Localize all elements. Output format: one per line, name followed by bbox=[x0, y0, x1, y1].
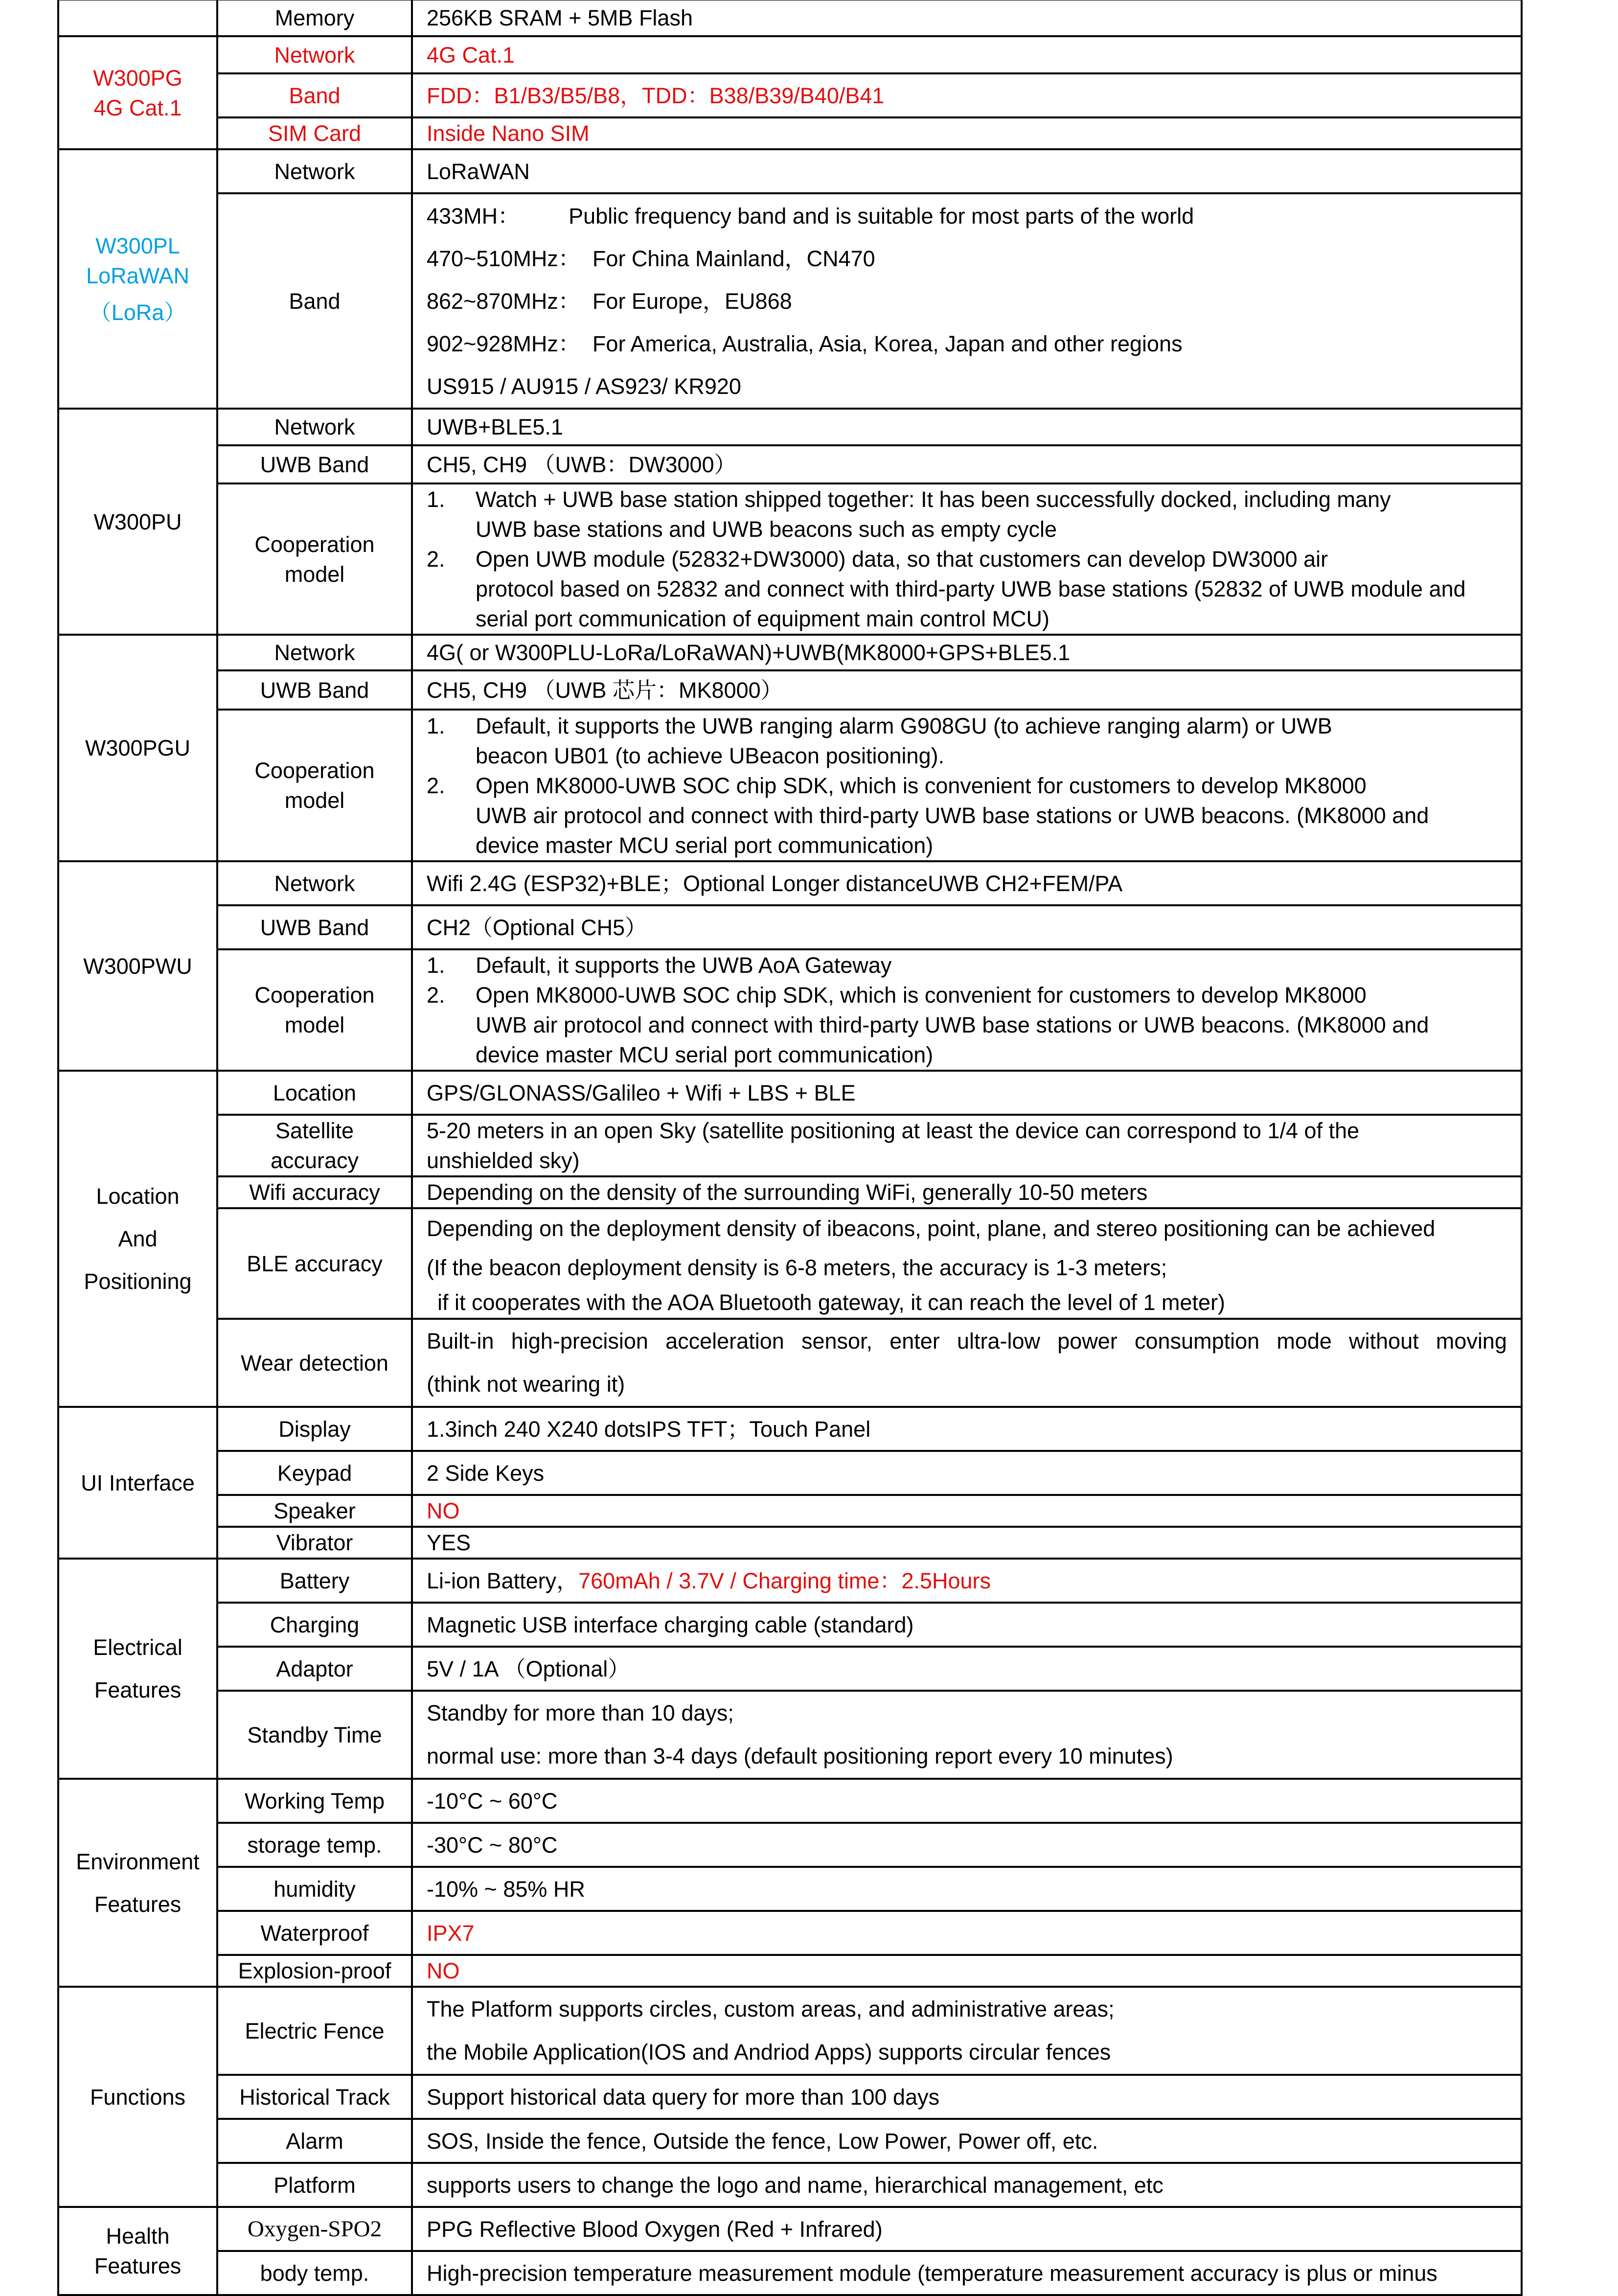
field-label: Oxygen-SPO2 bbox=[217, 2207, 412, 2251]
table-row bbox=[58, 1115, 1522, 1176]
field-label: Platform bbox=[217, 2163, 412, 2207]
table-row bbox=[58, 1559, 1522, 1603]
table-row bbox=[58, 483, 1522, 635]
field-label: UWB Band bbox=[217, 445, 412, 483]
table-row bbox=[58, 445, 1522, 483]
table-row bbox=[58, 117, 1522, 149]
group-environment-features: Environment Features bbox=[58, 1779, 217, 1987]
field-value: supports users to change the logo and name, hierarchical management, etc bbox=[412, 2163, 1522, 2207]
table-row bbox=[58, 1319, 1522, 1407]
list-item: 2. Open MK8000-UWB SOC chip SDK, which is convenient for customers to develop MK8000 UWB air protocol and connect with third-party UWB base stations or UWB beacons. (MK8000 and device master MCU serial port communication) bbox=[427, 773, 1429, 858]
table-row bbox=[58, 1647, 1522, 1691]
field-label: Network bbox=[217, 861, 412, 905]
field-value: 4G( or W300PLU-LoRa/LoRaWAN)+UWB(MK8000+GPS+BLE5.1 bbox=[412, 635, 1522, 670]
table-row bbox=[58, 1867, 1522, 1911]
table-row bbox=[58, 635, 1522, 670]
field-value: Li-ion Battery，760mAh / 3.7V / Charging time：2.5Hours bbox=[412, 1559, 1522, 1603]
field-value: UWB+BLE5.1 bbox=[412, 409, 1522, 445]
field-value: SOS, Inside the fence, Outside the fence, Low Power, Power off, etc. bbox=[412, 2119, 1522, 2163]
field-value: Depending on the deployment density of ibeacons, point, plane, and stereo positioning can be achieved (If the beacon deployment density is 6-8 meters, the accuracy is 1-3 meters; if it cooperates with the AOA Bluetooth gateway, it can reach the level of 1 meter) bbox=[412, 1208, 1522, 1319]
field-value: Depending on the density of the surrounding WiFi, generally 10-50 meters bbox=[412, 1176, 1522, 1208]
group-w300pl: W300PL LoRaWAN （LoRa） bbox=[58, 149, 217, 409]
table-row bbox=[58, 2163, 1522, 2207]
field-label: Cooperation model bbox=[217, 710, 412, 861]
field-label: Satellite accuracy bbox=[217, 1115, 412, 1176]
table-row bbox=[58, 73, 1522, 117]
group-cell bbox=[58, 0, 217, 36]
table-row bbox=[58, 1451, 1522, 1495]
field-value: The Platform supports circles, custom areas, and administrative areas; the Mobile Application(IOS and Andriod Apps) supports circular fences bbox=[412, 1987, 1522, 2075]
field-value: CH2（Optional CH5） bbox=[412, 905, 1522, 949]
table-row bbox=[58, 1691, 1522, 1779]
field-label: Waterproof bbox=[217, 1911, 412, 1955]
group-ui-interface: UI Interface bbox=[58, 1407, 217, 1559]
list-item: 2. Open UWB module (52832+DW3000) data, so that customers can develop DW3000 air protocol based on 52832 and connect with third-party UWB base stations (52832 of UWB module and serial port communication of equipment main control MCU) bbox=[427, 547, 1466, 631]
table-row bbox=[58, 1495, 1522, 1527]
group-health-features: Health Features bbox=[58, 2207, 217, 2295]
field-label: Cooperation model bbox=[217, 483, 412, 635]
table-row bbox=[58, 670, 1522, 710]
field-value: 1.3inch 240 X240 dotsIPS TFT；Touch Panel bbox=[412, 1407, 1522, 1451]
field-value: Standby for more than 10 days; normal use: more than 3-4 days (default positioning report every 10 minutes) bbox=[412, 1691, 1522, 1779]
list-item: 1. Watch + UWB base station shipped together: It has been successfully docked, including many UWB base stations and UWB beacons such as empty cycle bbox=[427, 487, 1391, 542]
table-row bbox=[58, 1603, 1522, 1647]
table-row bbox=[58, 2207, 1522, 2251]
table-row bbox=[58, 905, 1522, 949]
field-value: Inside Nano SIM bbox=[412, 117, 1522, 149]
table-row bbox=[58, 861, 1522, 905]
field-value: 4G Cat.1 bbox=[412, 36, 1522, 73]
field-label: Network bbox=[217, 635, 412, 670]
field-label: Electric Fence bbox=[217, 1987, 412, 2075]
field-label: Network bbox=[217, 36, 412, 73]
table-row bbox=[58, 409, 1522, 445]
field-value: High-precision temperature measurement module (temperature measurement accuracy is plus or minus bbox=[412, 2251, 1522, 2295]
field-value: 5V / 1A （Optional） bbox=[412, 1647, 1522, 1691]
group-functions: Functions bbox=[58, 1987, 217, 2207]
table-row bbox=[58, 1779, 1522, 1823]
table-row bbox=[58, 1208, 1522, 1319]
field-label: Band bbox=[217, 193, 412, 409]
table-row bbox=[58, 2075, 1522, 2119]
table-row bbox=[58, 2119, 1522, 2163]
field-value: PPG Reflective Blood Oxygen (Red + Infrared) bbox=[412, 2207, 1522, 2251]
field-label: Adaptor bbox=[217, 1647, 412, 1691]
field-value: IPX7 bbox=[412, 1911, 1522, 1955]
field-value: YES bbox=[412, 1527, 1522, 1559]
table-row bbox=[58, 1911, 1522, 1955]
field-label: UWB Band bbox=[217, 670, 412, 710]
list-item: 2. Open MK8000-UWB SOC chip SDK, which is convenient for customers to develop MK8000 UWB air protocol and connect with third-party UWB base stations or UWB beacons. (MK8000 and device master MCU serial port communication) bbox=[427, 983, 1429, 1067]
table-row bbox=[58, 1176, 1522, 1208]
field-label: SIM Card bbox=[217, 117, 412, 149]
group-w300pwu: W300PWU bbox=[58, 861, 217, 1071]
field-value: CH5, CH9 （UWB 芯片：MK8000） bbox=[412, 670, 1522, 710]
field-value: LoRaWAN bbox=[412, 149, 1522, 193]
table-row bbox=[58, 149, 1522, 193]
field-label: storage temp. bbox=[217, 1823, 412, 1867]
field-value: Magnetic USB interface charging cable (standard) bbox=[412, 1603, 1522, 1647]
field-value: NO bbox=[412, 1955, 1522, 1987]
field-label: Memory bbox=[217, 0, 412, 36]
field-label: Band bbox=[217, 73, 412, 117]
table-row bbox=[58, 36, 1522, 73]
field-label: Charging bbox=[217, 1603, 412, 1647]
field-value: GPS/GLONASS/Galileo + Wifi + LBS + BLE bbox=[412, 1071, 1522, 1115]
field-value bbox=[412, 710, 1522, 861]
field-label: Vibrator bbox=[217, 1527, 412, 1559]
field-value: 433MH： Public frequency band and is suitable for most parts of the world 470~510MHz： For China Mainland，CN470 862~870MHz： For Europe，EU868 902~928MHz： For America, Australia, Asia, Korea, Japan and other regions US915 / AU915 / AS923/ KR920 bbox=[412, 193, 1522, 409]
field-label: body temp. bbox=[217, 2251, 412, 2295]
table-row bbox=[58, 949, 1522, 1071]
field-value: Wifi 2.4G (ESP32)+BLE；Optional Longer distanceUWB CH2+FEM/PA bbox=[412, 861, 1522, 905]
field-label: BLE accuracy bbox=[217, 1208, 412, 1319]
field-label: Network bbox=[217, 149, 412, 193]
field-label: Alarm bbox=[217, 2119, 412, 2163]
list-item: 1. Default, it supports the UWB ranging alarm G908GU (to achieve ranging alarm) or UWB beacon UB01 (to achieve UBeacon positioning). bbox=[427, 713, 1332, 768]
field-value bbox=[412, 949, 1522, 1071]
group-location-positioning: Location And Positioning bbox=[58, 1071, 217, 1407]
field-value: -10% ~ 85% HR bbox=[412, 1867, 1522, 1911]
field-label: Working Temp bbox=[217, 1779, 412, 1823]
table-row bbox=[58, 1527, 1522, 1559]
table-row bbox=[58, 0, 1522, 36]
table-row bbox=[58, 193, 1522, 409]
field-label: Keypad bbox=[217, 1451, 412, 1495]
field-value: 2 Side Keys bbox=[412, 1451, 1522, 1495]
field-label: Cooperation model bbox=[217, 949, 412, 1071]
spec-table bbox=[57, 0, 1523, 2296]
field-value: -30°C ~ 80°C bbox=[412, 1823, 1522, 1867]
table-row bbox=[58, 1071, 1522, 1115]
list-item: 1. Default, it supports the UWB AoA Gateway bbox=[427, 953, 892, 978]
field-label: Display bbox=[217, 1407, 412, 1451]
table-row bbox=[58, 1407, 1522, 1451]
group-w300pg: W300PG 4G Cat.1 bbox=[58, 36, 217, 149]
field-value: CH5, CH9 （UWB：DW3000） bbox=[412, 445, 1522, 483]
field-label: UWB Band bbox=[217, 905, 412, 949]
field-value: FDD：B1/B3/B5/B8，TDD：B38/B39/B40/B41 bbox=[412, 73, 1522, 117]
field-value: Built-in high-precision acceleration sensor, enter ultra-low power consumption mode without moving (think not wearing it) bbox=[412, 1319, 1522, 1407]
field-label: Network bbox=[217, 409, 412, 445]
field-label: humidity bbox=[217, 1867, 412, 1911]
table-row bbox=[58, 1987, 1522, 2075]
field-value: 5-20 meters in an open Sky (satellite positioning at least the device can correspond to 1/4 of the unshielded sky) bbox=[412, 1115, 1522, 1176]
field-label: Explosion-proof bbox=[217, 1955, 412, 1987]
group-w300pu: W300PU bbox=[58, 409, 217, 635]
field-label: Location bbox=[217, 1071, 412, 1115]
field-label: Battery bbox=[217, 1559, 412, 1603]
table-row bbox=[58, 1823, 1522, 1867]
field-value: Support historical data query for more than 100 days bbox=[412, 2075, 1522, 2119]
field-label: Speaker bbox=[217, 1495, 412, 1527]
field-value: NO bbox=[412, 1495, 1522, 1527]
field-label: Historical Track bbox=[217, 2075, 412, 2119]
field-value: 256KB SRAM + 5MB Flash bbox=[412, 0, 1522, 36]
group-w300pgu: W300PGU bbox=[58, 635, 217, 861]
group-electrical-features: Electrical Features bbox=[58, 1559, 217, 1779]
table-row bbox=[58, 710, 1522, 861]
table-row bbox=[58, 1955, 1522, 1987]
field-label: Standby Time bbox=[217, 1691, 412, 1779]
field-value: -10°C ~ 60°C bbox=[412, 1779, 1522, 1823]
field-label: Wifi accuracy bbox=[217, 1176, 412, 1208]
field-value bbox=[412, 483, 1522, 635]
field-label: Wear detection bbox=[217, 1319, 412, 1407]
